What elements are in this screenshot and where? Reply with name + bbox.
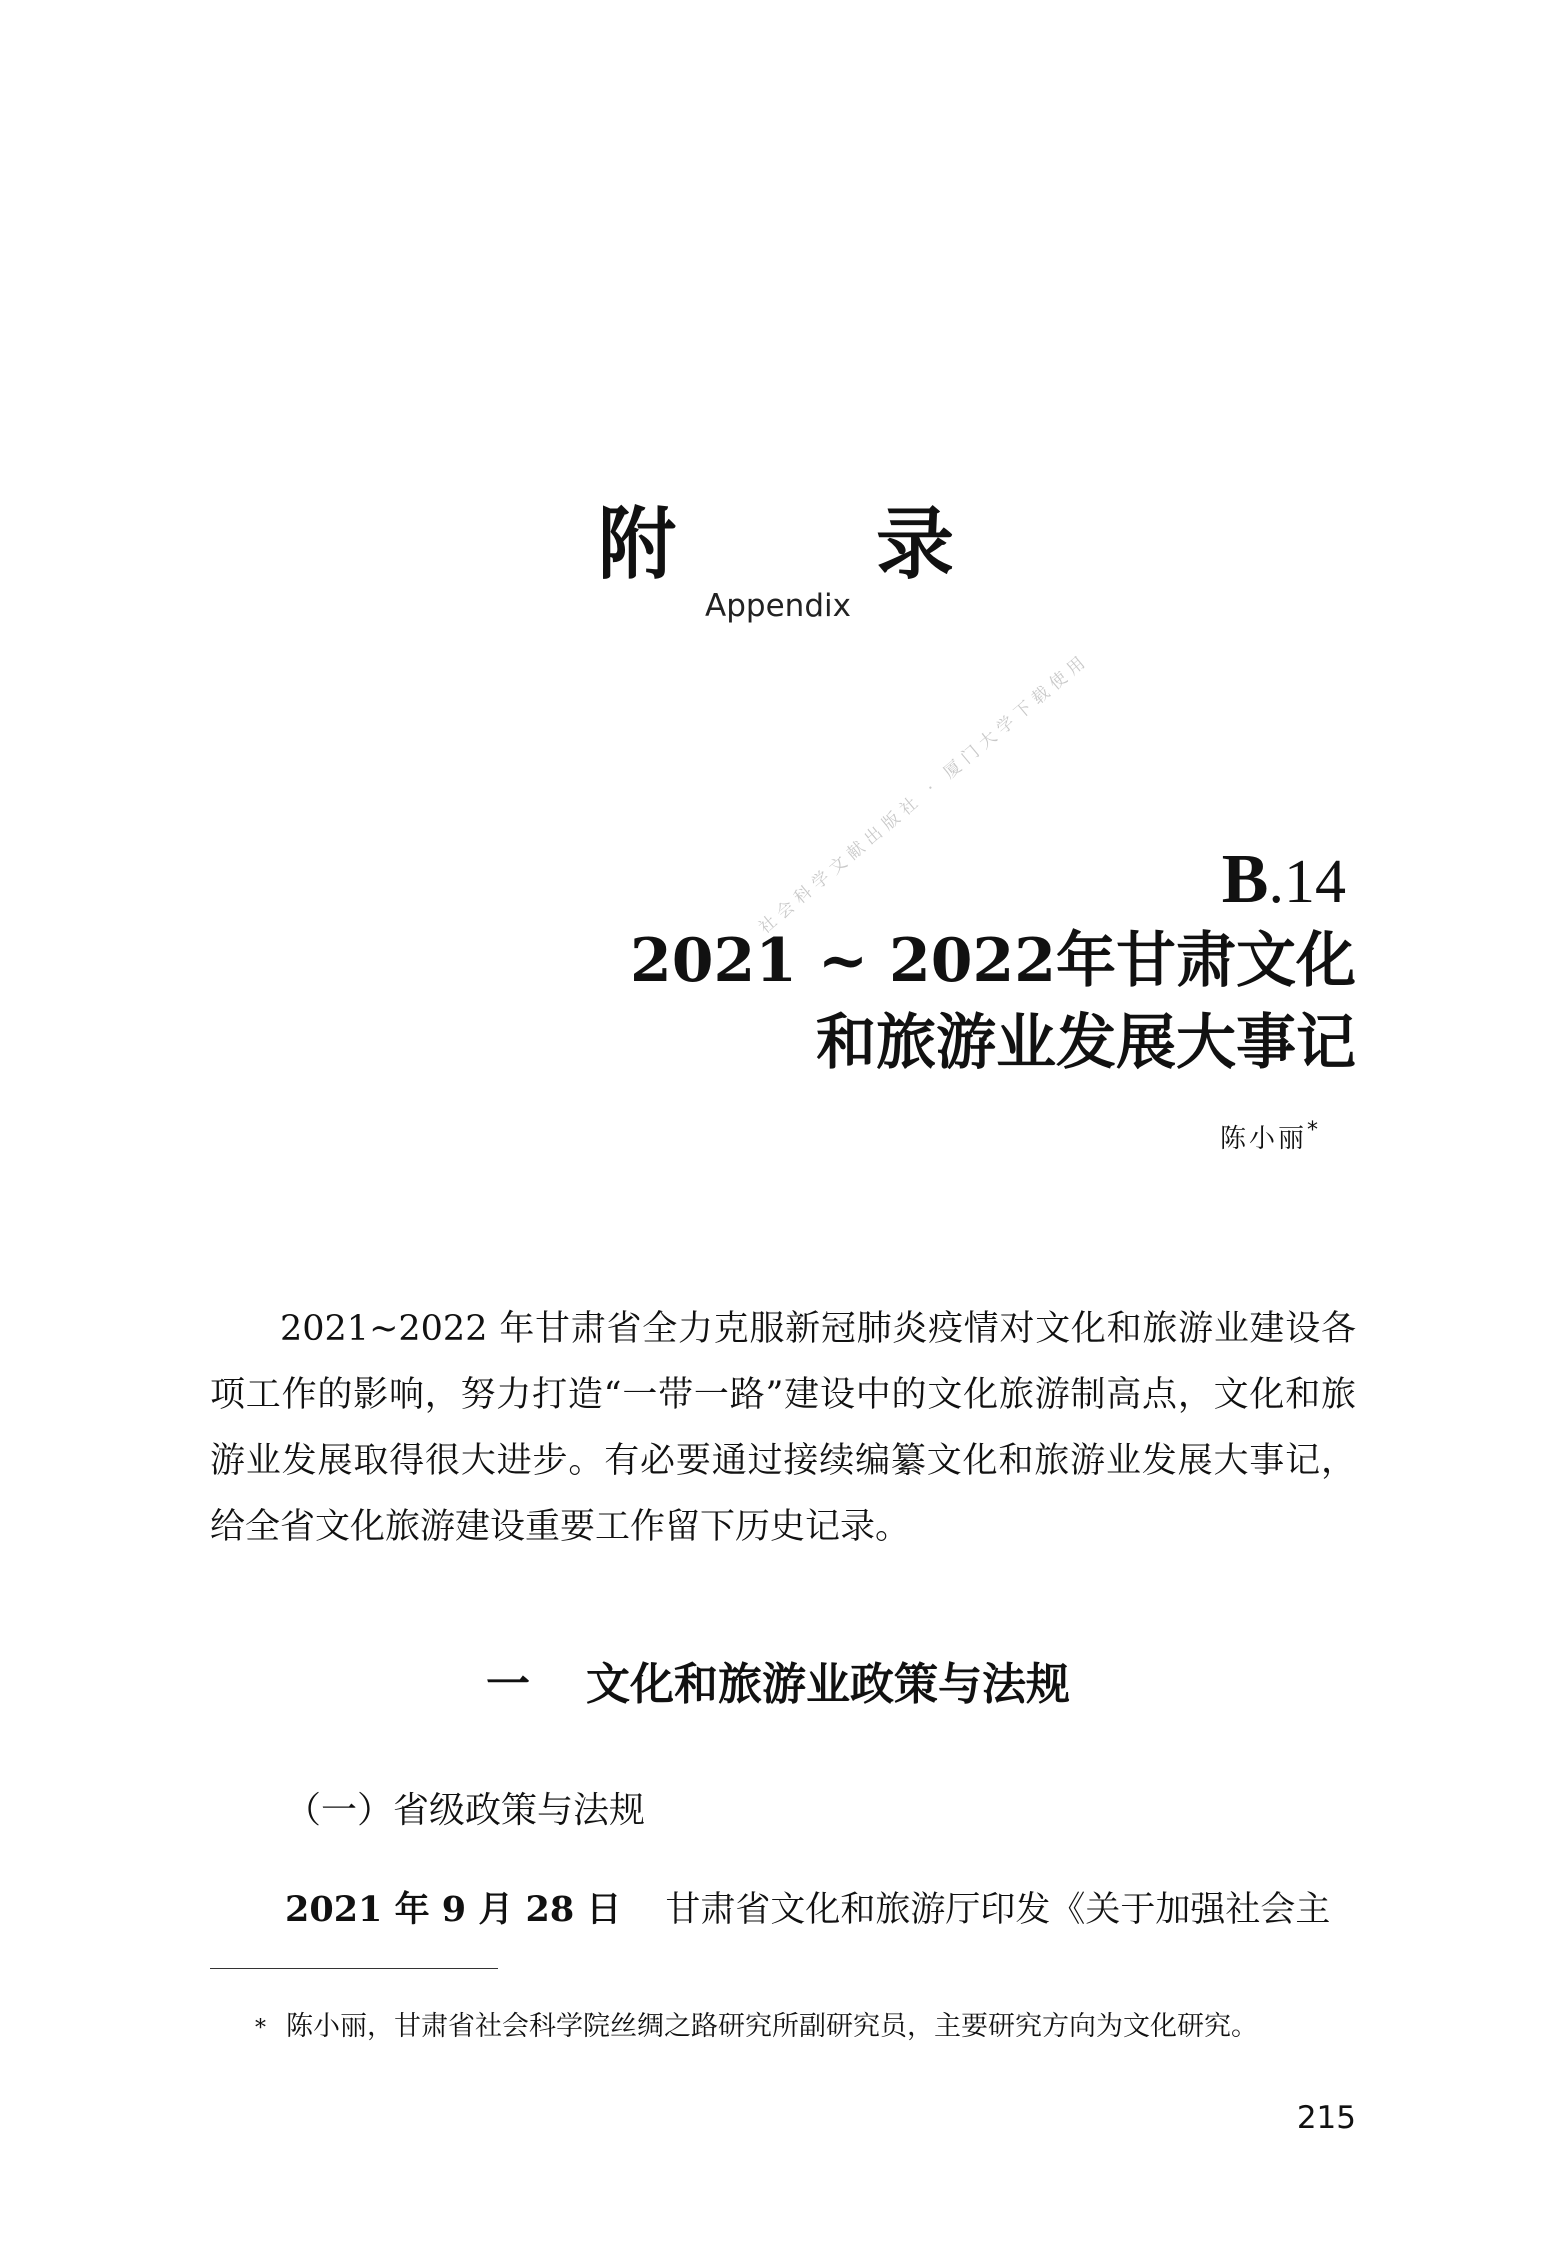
footnote-divider bbox=[210, 1968, 498, 1969]
chapter-number bbox=[1222, 840, 1346, 922]
section-heading bbox=[0, 1648, 1556, 1712]
entry-date: 2021 年 9 月 28 日 bbox=[285, 1889, 622, 1930]
author bbox=[1220, 1118, 1318, 1155]
footnote-mark: * bbox=[255, 2016, 266, 2041]
intro-paragraph: 2021~2022 年甘肃省全力克服新冠肺炎疫情对文化和旅游业建设各项工作的影响，努力打造“一带一路”建设中的文化旅游制高点，文化和旅游业发展取得很大进步。有必要通过接续编纂文化和旅游业发展大事记，给全省文化旅游建设重要工作留下历史记录。 bbox=[210, 1309, 1356, 1547]
entry-line bbox=[285, 1882, 1330, 1932]
chapter-title-line-1: 2021 ~ 2022年甘肃文化 bbox=[629, 926, 1356, 996]
appendix-title-char: 附 bbox=[597, 499, 680, 590]
footnote-text: 陈小丽，甘肃省社会科学院丝绸之路研究所副研究员，主要研究方向为文化研究。 bbox=[286, 2011, 1258, 2042]
chapter-title-line-2: 和旅游业发展大事记 bbox=[816, 1008, 1356, 1078]
entry-text: 甘肃省文化和旅游厅印发《关于加强社会主 bbox=[665, 1890, 1331, 1930]
footnote bbox=[255, 2004, 1258, 2043]
chapter-prefix: B bbox=[1221, 841, 1269, 918]
appendix-title bbox=[0, 482, 1556, 594]
author-name: 陈小丽 bbox=[1219, 1124, 1307, 1154]
watermark: 社会科学文献出版社 · 厦门大学下载使用 bbox=[755, 649, 1094, 939]
page-number: 215 bbox=[1296, 2100, 1356, 2136]
author-footnote-mark: * bbox=[1307, 1118, 1318, 1143]
subsection-heading: （一）省级政策与法规 bbox=[285, 1790, 646, 1831]
appendix-english-title: Appendix bbox=[705, 588, 851, 624]
section-number: 一 bbox=[486, 1659, 530, 1710]
section-title: 文化和旅游业政策与法规 bbox=[586, 1659, 1070, 1710]
chapter-number-value: .14 bbox=[1268, 848, 1346, 916]
appendix-title-char: 录 bbox=[876, 499, 959, 590]
